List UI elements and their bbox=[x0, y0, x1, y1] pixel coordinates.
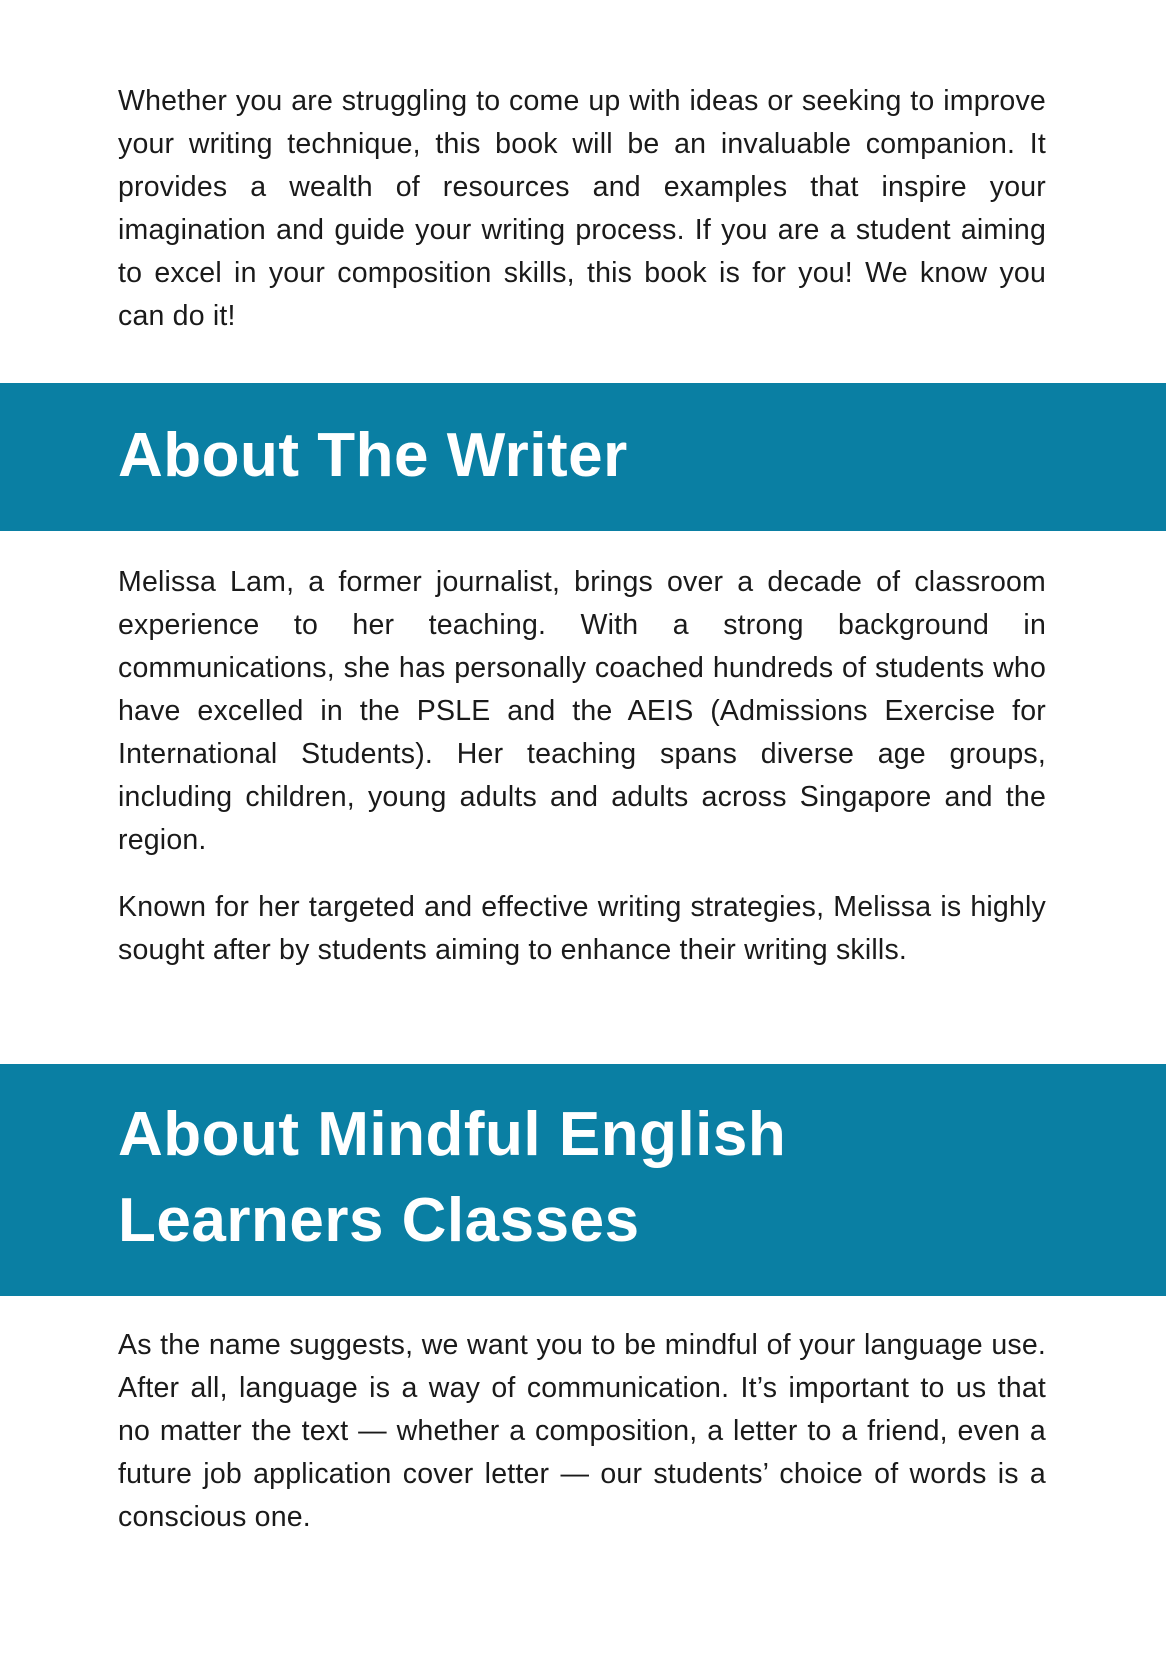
intro-paragraph: Whether you are struggling to come up with ideas or seeking to improve your writing technique, this book will be an invaluable companion. It provides a wealth of resources and examples that inspire your imagination and guide your writing process. If you are a student aiming to excel in your composition skills, this book is for you! We know you can do it! bbox=[118, 85, 1046, 332]
writer-paragraph-2: Known for her targeted and effective writing strategies, Melissa is highly sought after by students aiming to enhance their writing skills. bbox=[118, 891, 1046, 966]
about-classes-banner bbox=[0, 1064, 1166, 1296]
writer-paragraph-1: Melissa Lam, a former journalist, brings over a decade of classroom experience to her teaching. With a strong background in communications, she has personally coached hundreds of students who have excelled in the PSLE and the AEIS (Admissions Exercise for International Students). Her teaching spans diverse age groups, including children, young adults and adults across Singapore and the region. bbox=[118, 566, 1046, 856]
about-classes-heading-line-2: Learners Classes bbox=[118, 1186, 640, 1255]
about-writer-banner bbox=[0, 383, 1166, 531]
classes-paragraph: As the name suggests, we want you to be mindful of your language use. After all, language is a way of communication. It’s important to us that no matter the text — whether a composition, a letter to a friend, even a future job application cover letter — our students’ choice of words is a conscious one. bbox=[118, 1329, 1046, 1533]
about-classes-heading-line-1: About Mindful English bbox=[118, 1100, 787, 1169]
about-writer-heading: About The Writer bbox=[118, 421, 628, 490]
